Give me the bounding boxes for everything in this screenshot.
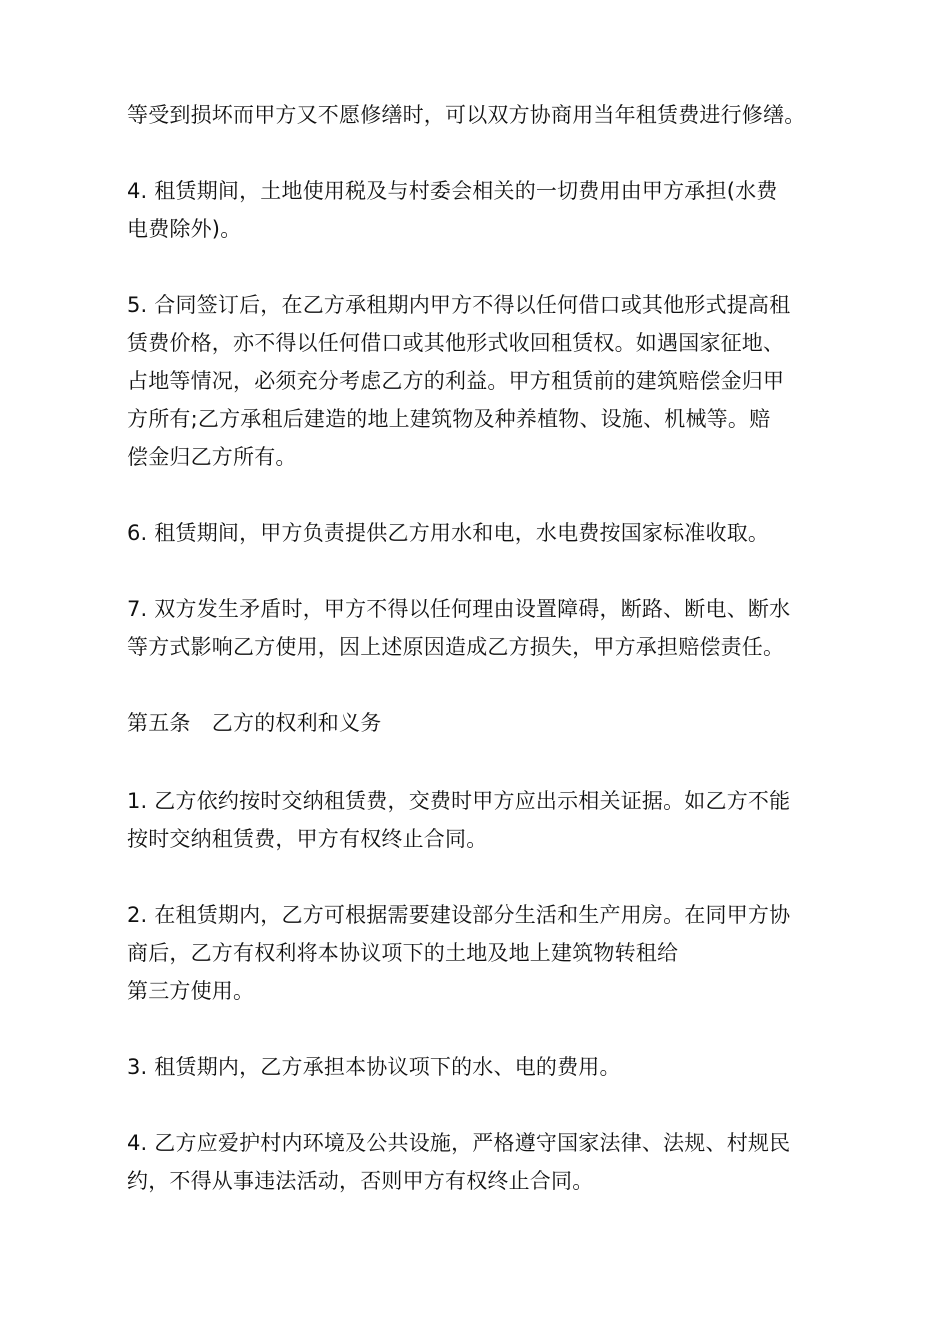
section-heading-article-5 xyxy=(127,704,847,742)
text-line: 第三方使用。 xyxy=(127,979,255,1003)
text-line: 按时交纳租赁费，甲方有权终止合同。 xyxy=(127,827,488,851)
paragraph-party-b-clause-3 xyxy=(127,1048,847,1086)
text-line: 商后，乙方有权利将本协议项下的土地及地上建筑物转租给 xyxy=(127,941,679,965)
paragraph-party-b-clause-4 xyxy=(127,1124,847,1200)
text-line: 1. 乙方依约按时交纳租赁费，交费时甲方应出示相关证据。如乙方不能 xyxy=(127,789,791,813)
text-line: 4. 乙方应爱护村内环境及公共设施，严格遵守国家法律、法规、村规民 xyxy=(127,1131,791,1155)
text-line: 4. 租赁期间，土地使用税及与村委会相关的一切费用由甲方承担(水费 xyxy=(127,179,778,203)
text-line: 7. 双方发生矛盾时，甲方不得以任何理由设置障碍，断路、断电、断水 xyxy=(127,597,791,621)
text-line: 约，不得从事违法活动，否则甲方有权终止合同。 xyxy=(127,1169,594,1193)
paragraph-clause-5-contract-terms xyxy=(127,286,847,476)
text-line: 方所有;乙方承租后建造的地上建筑物及种养植物、设施、机械等。赔 xyxy=(127,407,771,431)
paragraph-repair-clause xyxy=(127,96,847,134)
text-line: 等方式影响乙方使用，因上述原因造成乙方损失，甲方承担赔偿责任。 xyxy=(127,635,785,659)
text-line: 赁费价格，亦不得以任何借口或其他形式收回租赁权。如遇国家征地、 xyxy=(127,331,785,355)
text-line: 3. 租赁期内，乙方承担本协议项下的水、电的费用。 xyxy=(127,1055,621,1079)
text-line: 偿金归乙方所有。 xyxy=(127,445,297,469)
paragraph-party-b-clause-1 xyxy=(127,782,847,858)
section-title: 第五条 乙方的权利和义务 xyxy=(127,711,382,735)
text-line: 占地等情况，必须充分考虑乙方的利益。甲方租赁前的建筑赔偿金归甲 xyxy=(127,369,785,393)
text-line: 5. 合同签订后，在乙方承租期内甲方不得以任何借口或其他形式提高租 xyxy=(127,293,791,317)
text-line: 等受到损坏而甲方又不愿修缮时，可以双方协商用当年租赁费进行修缮。 xyxy=(127,103,806,127)
paragraph-clause-4-land-tax xyxy=(127,172,847,248)
text-line: 2. 在租赁期内，乙方可根据需要建设部分生活和生产用房。在同甲方协 xyxy=(127,903,791,927)
paragraph-clause-6-utilities xyxy=(127,514,847,552)
text-line: 6. 租赁期间，甲方负责提供乙方用水和电，水电费按国家标准收取。 xyxy=(127,521,770,545)
paragraph-party-b-clause-2 xyxy=(127,896,847,1010)
paragraph-clause-7-disputes xyxy=(127,590,847,666)
text-line: 电费除外)。 xyxy=(127,217,242,241)
